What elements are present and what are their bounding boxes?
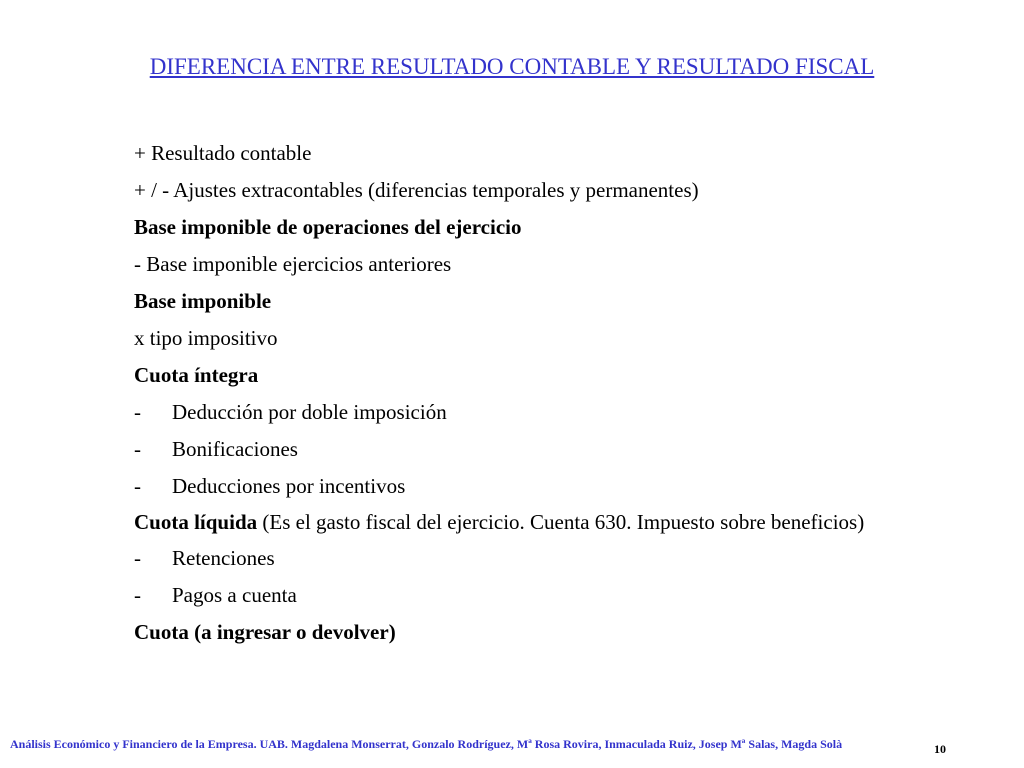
pagos-a-cuenta-text: Pagos a cuenta — [172, 583, 297, 607]
bullet-dash: - — [134, 583, 141, 607]
deducciones-incentivos-text: Deducciones por incentivos — [172, 474, 406, 498]
base-imponible-operaciones-line: Base imponible de operaciones del ejercicio — [134, 215, 522, 239]
tipo-impositivo-line: x tipo impositivo — [134, 326, 278, 350]
cuota-liquida-line — [134, 508, 934, 536]
ajustes-line: + / - Ajustes extracontables (diferencias temporales y permanentes) — [134, 178, 699, 202]
bullet-dash: - — [134, 400, 141, 424]
bonificaciones-item — [134, 434, 934, 464]
page-number: 10 — [934, 742, 946, 756]
cuota-final-line: Cuota (a ingresar o devolver) — [134, 620, 396, 644]
cuota-integra-line: Cuota íntegra — [134, 363, 259, 387]
base-imponible-anteriores-line: - Base imponible ejercicios anteriores — [134, 252, 452, 276]
content-list — [134, 138, 934, 654]
bullet-dash: - — [134, 474, 141, 498]
deduccion-doble-imposicion-item — [134, 397, 934, 427]
cuota-liquida-label: Cuota líquida — [134, 510, 258, 534]
bullet-dash: - — [134, 546, 141, 570]
deduccion-doble-imposicion-text: Deducción por doble imposición — [172, 400, 447, 424]
retenciones-text: Retenciones — [172, 546, 275, 570]
cuota-liquida-note: (Es el gasto fiscal del ejercicio. Cuenta 630. Impuesto sobre beneficios) — [257, 510, 865, 534]
deducciones-incentivos-item — [134, 471, 934, 501]
pagos-a-cuenta-item — [134, 580, 934, 610]
resultado-contable-line: + Resultado contable — [134, 141, 312, 165]
base-imponible-line: Base imponible — [134, 289, 272, 313]
footer-credits: Análisis Económico y Financiero de la Empresa. UAB. Magdalena Monserrat, Gonzalo Rodríguez, Mª Rosa Rovira, Inmaculada Ruiz, Josep Mª Salas, Magda Solà — [10, 737, 843, 751]
bullet-dash: - — [134, 437, 141, 461]
slide-title: DIFERENCIA ENTRE RESULTADO CONTABLE Y RESULTADO FISCAL — [149, 54, 875, 79]
retenciones-item — [134, 543, 934, 573]
bonificaciones-text: Bonificaciones — [172, 437, 298, 461]
